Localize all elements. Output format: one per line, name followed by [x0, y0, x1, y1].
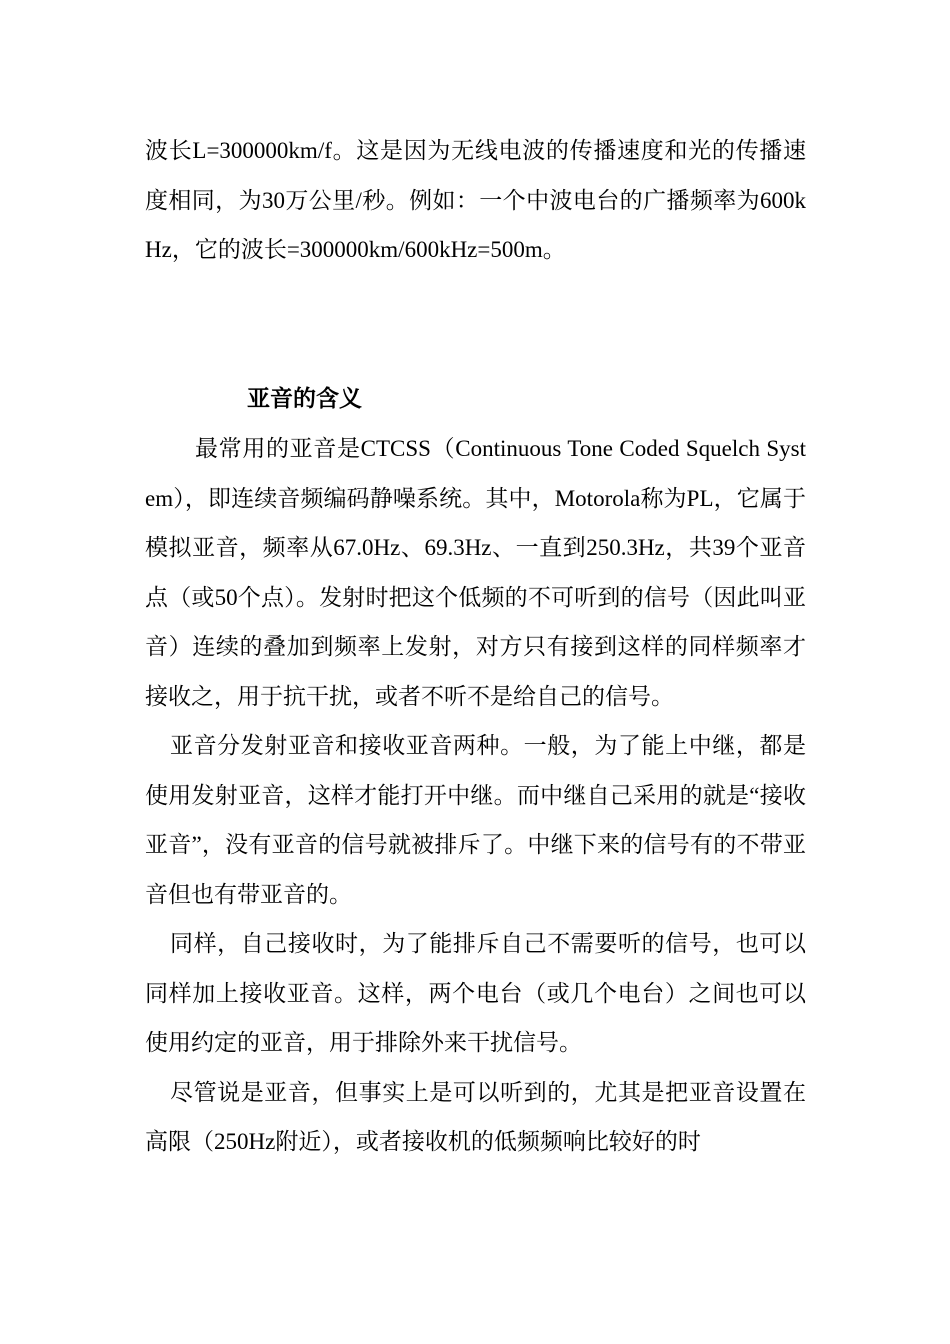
paragraph-receive-tone: 同样，自己接收时，为了能排斥自己不需要听的信号，也可以同样加上接收亚音。这样，两个电台（或几个电台）之间也可以使用约定的亚音，用于排除外来干扰信号。: [145, 931, 806, 1055]
paragraph-ctcss: 最常用的亚音是CTCSS（Continuous Tone Coded Squelch System），即连续音频编码静噪系统。其中，Motorola称为PL，它属于模拟亚音，频率从67.0Hz、69.3Hz、一直到250.3Hz，共39个亚音点（或50个点）。发射时把这个低频的不可听到的信号（因此叫亚音）连续的叠加到频率上发射，对方只有接到这样的同样频率才接收之，用于抗干扰，或者不听不是给自己的信号。: [145, 436, 806, 709]
intro-paragraph: 波长L=300000km/f。这是因为无线电波的传播速度和光的传播速度相同，为30万公里/秒。例如：一个中波电台的广播频率为600kHz，它的波长=300000km/600kHz=500m。: [145, 138, 806, 262]
body-block: [145, 424, 806, 1167]
paragraph-tx-rx-tones: 亚音分发射亚音和接收亚音两种。一般，为了能上中继，都是使用发射亚音，这样才能打开中继。而中继自己采用的就是“接收亚音”，没有亚音的信号就被排斥了。中继下来的信号有的不带亚音但也有带亚音的。: [145, 733, 806, 907]
paragraph-audible-tone: 尽管说是亚音，但事实上是可以听到的，尤其是把亚音设置在高限（250Hz附近），或者接收机的低频频响比较好的时: [145, 1079, 806, 1154]
section-heading: 亚音的含义: [247, 386, 362, 411]
intro-block: [145, 126, 806, 275]
